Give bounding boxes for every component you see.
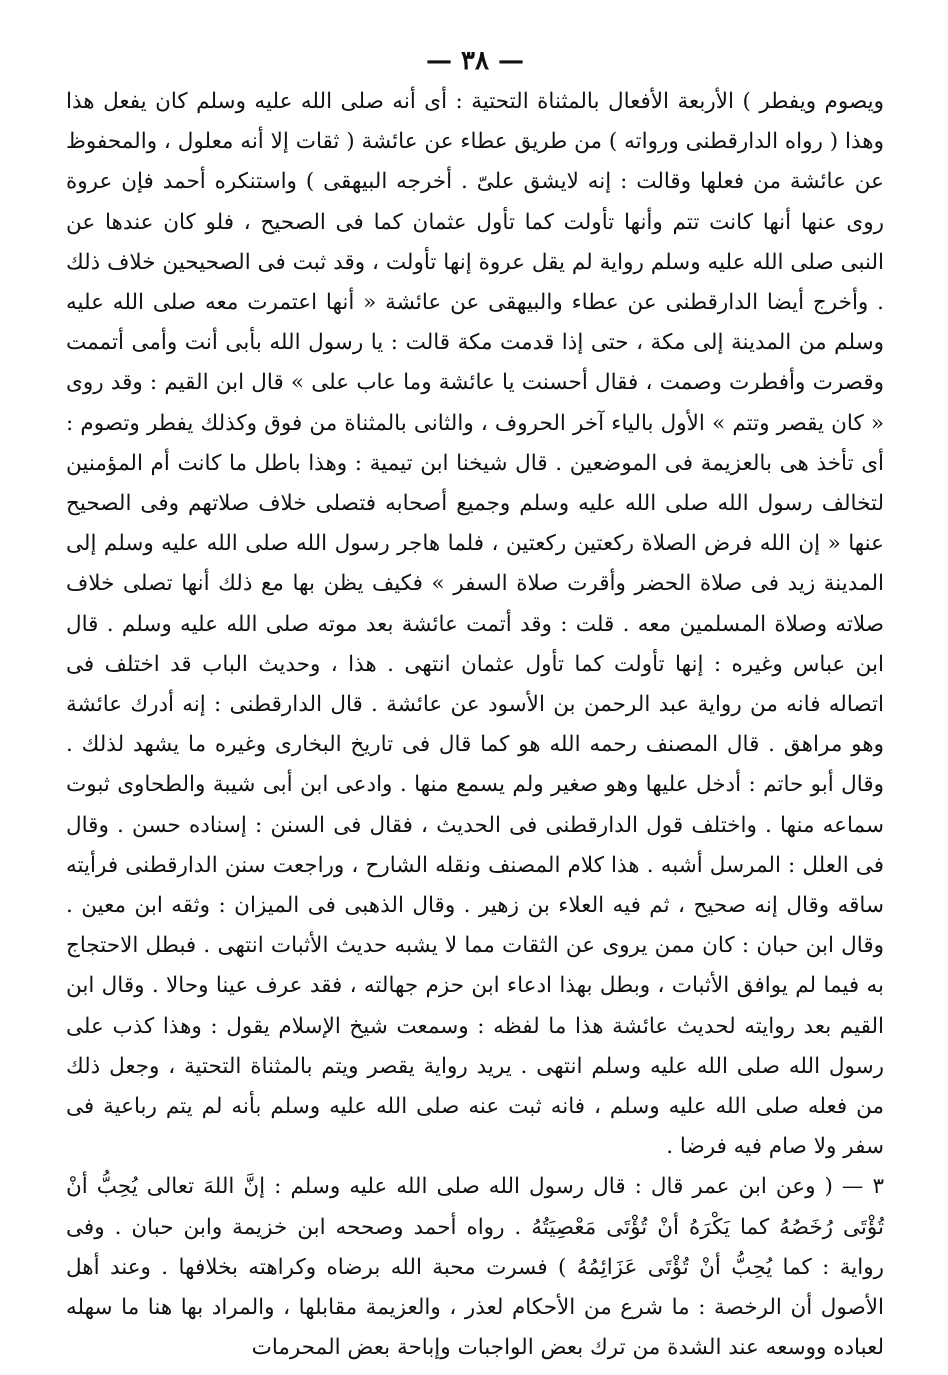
hadith-paragraph: ٣ — ( وعن ابن عمر قال : قال رسول الله صلى الله عليه وسلم : إنَّ اللهَ تعالى يُحِبُّ أنْ تُؤْتَى رُخَصُهُ كما يَكْرَهُ أنْ تُؤْتَى مَعْصِيَتُهُ . رواه أحمد وصححه ابن خزيمة وابن حبان . وفى رواية : كما يُحِبُّ أنْ تُؤْتَى عَزَائِمُهُ ) فسرت محبة الله برضاه وكراهته بخلافها . وعند أهل الأصول أن الرخصة : ما شرع من الأحكام لعذر ، والعزيمة مقابلها ، والمراد بها هنا ما سهله لعباده ووسعه عند الشدة من ترك بعض الواجبات وإباحة بعض المحرمات [66,1174,884,1361]
page-number: — ٣٨ — [425,46,525,76]
commentary-paragraph: ويصوم ويفطر ) الأربعة الأفعال بالمثناة التحتية : أى أنه صلى الله عليه وسلم كان يفعل هذا وهذا ( رواه الدارقطنى ورواته ) من طريق عطاء عن عائشة ( ثقات إلا أنه معلول ، والمحفوظ عن عائشة من فعلها وقالت : إنه لايشق علىّ . أخرجه البيهقى ) واستنكره أحمد فإن عروة روى عنها أنها كانت تتم وأنها تأولت كما تأول عثمان كما فى الصحيح ، فلو كان عندها عن النبى صلى الله عليه وسلم رواية لم يقل عروة إنها تأولت ، وقد ثبت فى الصحيحين خلاف ذلك . وأخرج أيضا الدارقطنى عن عطاء والبيهقى عن عائشة « أنها اعتمرت معه صلى الله عليه وسلم من المدينة إلى مكة ، حتى إذا قدمت مكة قالت : يا رسول الله بأبى أنت وأمى أتممت وقصرت وأفطرت وصمت ، فقال أحسنت يا عائشة وما عاب على » قال ابن القيم : وقد روى « كان يقصر وتتم » الأول بالياء آخر الحروف ، والثانى بالمثناة من فوق وكذلك يفطر وتصوم : أى تأخذ هى بالعزيمة فى الموضعين . قال شيخنا ابن تيمية : وهذا باطل ما كانت أم المؤمنين لتخالف رسول الله صلى الله عليه وسلم وجميع أصحابه فتصلى خلاف صلاتهم وفى الصحيح عنها « إن الله فرض الصلاة ركعتين ركعتين ، فلما هاجر رسول الله صلى الله عليه وسلم إلى المدينة زيد فى صلاة الحضر وأقرت صلاة السفر » فكيف يظن بها مع ذلك أنها تصلى خلاف صلاته وصلاة المسلمين معه . قلت : وقد أتمت عائشة بعد موته صلى الله عليه وسلم . قال ابن عباس وغيره : إنها تأولت كما تأول عثمان انتهى . هذا ، وحديث الباب قد اختلف فى اتصاله فانه من رواية عبد الرحمن بن الأسود عن عائشة . قال الدارقطنى : إنه أدرك عائشة وهو مراهق . قال المصنف رحمه الله هو كما قال فى تاريخ البخارى وغيره ما يشهد لذلك . وقال أبو حاتم : أدخل عليها وهو صغير ولم يسمع منها . وادعى ابن أبى شيبة والطحاوى ثبوت سماعه منها . واختلف قول الدارقطنى فى الحديث ، فقال فى السنن : إسناده حسن . وقال فى العلل : المرسل أشبه . هذا كلام المصنف ونقله الشارح ، وراجعت سنن الدارقطنى فرأيته ساقه وقال إنه صحيح ، ثم فيه العلاء بن زهير . وقال الذهبى فى الميزان : وثقه ابن معين . وقال ابن حبان : كان ممن يروى عن الثقات مما لا يشبه حديث الأثبات انتهى . فبطل الاحتجاج به فيما لم يوافق الأثبات ، وبطل بهذا ادعاء ابن حزم جهالته ، فقد عرف عينا وحالا . وقال ابن القيم بعد روايته لحديث عائشة هذا ما لفظه : وسمعت شيخ الإسلام يقول : وهذا كذب على رسول الله صلى الله عليه وسلم انتهى . يريد رواية يقصر ويتم بالمثناة التحتية ، وجعل ذلك من فعله صلى الله عليه وسلم ، فانه ثبت عنه صلى الله عليه وسلم بأنه لم يتم رباعية فى سفر ولا صام فيه فرضا . [66,89,884,1160]
book-page [66,44,884,1361]
